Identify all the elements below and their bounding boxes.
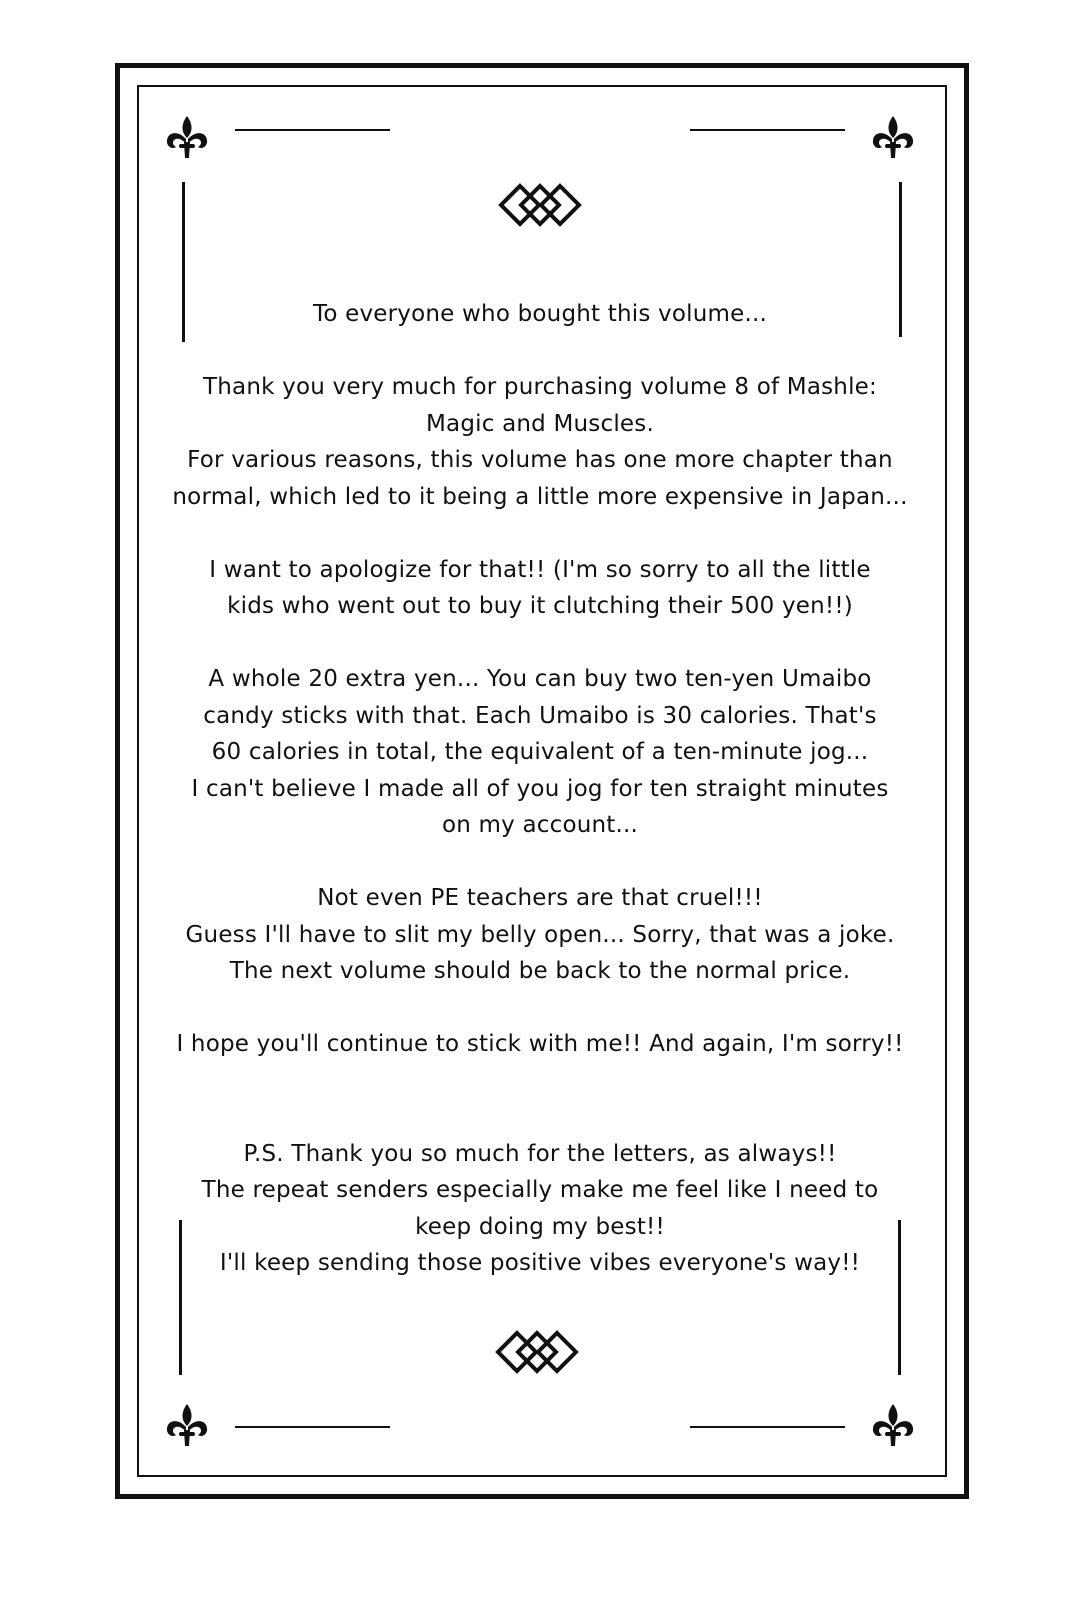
paragraph-3 [160,661,920,844]
text-line: kids who went out to buy it clutching their 500 yen!!) [227,593,853,619]
paragraph-5 [160,1026,920,1063]
text-line: 60 calories in total, the equivalent of a ten-minute jog... [211,739,869,765]
text-line: Thank you very much for purchasing volume 8 of Mashle: [203,374,877,400]
fleur-de-lis-icon [868,1400,918,1450]
text-line: A whole 20 extra yen... You can buy two ten-yen Umaibo [208,666,872,692]
bottom-left-rule [235,1426,390,1428]
interlocked-diamonds-icon [492,1327,582,1377]
greeting-line: To everyone who bought this volume... [313,301,767,327]
text-line: Not even PE teachers are that cruel!!! [317,885,763,911]
text-line: normal, which led to it being a little more expensive in Japan... [172,483,908,510]
text-line: on my account... [441,812,639,838]
greeting [160,296,920,333]
fleur-de-lis-icon [162,112,212,162]
text-line: Guess I'll have to slit my belly open... Sorry, that was a joke. [185,921,895,948]
postscript [160,1136,920,1282]
paragraph-1 [160,369,920,515]
text-line: P.S. Thank you so much for the letters, as always!! [243,1140,837,1167]
text-line: I hope you'll continue to stick with me!! And again, I'm sorry!! [176,1031,904,1057]
bottom-right-rule [690,1426,845,1428]
author-letter [160,296,920,1318]
text-line: candy sticks with that. Each Umaibo is 30 calories. That's [203,702,877,729]
paragraph-2 [160,552,920,625]
fleur-de-lis-icon [162,1400,212,1450]
text-line: Magic and Muscles. [426,410,654,437]
top-right-rule [690,129,845,131]
text-line: The next volume should be back to the normal price. [229,958,851,984]
text-line: For various reasons, this volume has one more chapter than [187,447,893,473]
text-line: I can't believe I made all of you jog for ten straight minutes [191,775,889,802]
paragraph-4 [160,880,920,990]
interlocked-diamonds-icon [495,180,585,230]
text-line: The repeat senders especially make me feel like I need to [201,1177,879,1203]
top-left-rule [235,129,390,131]
fleur-de-lis-icon [868,112,918,162]
text-line: I want to apologize for that!! (I'm so sorry to all the little [209,556,871,583]
text-line: I'll keep sending those positive vibes everyone's way!! [219,1250,861,1276]
text-line: keep doing my best!! [415,1213,665,1240]
